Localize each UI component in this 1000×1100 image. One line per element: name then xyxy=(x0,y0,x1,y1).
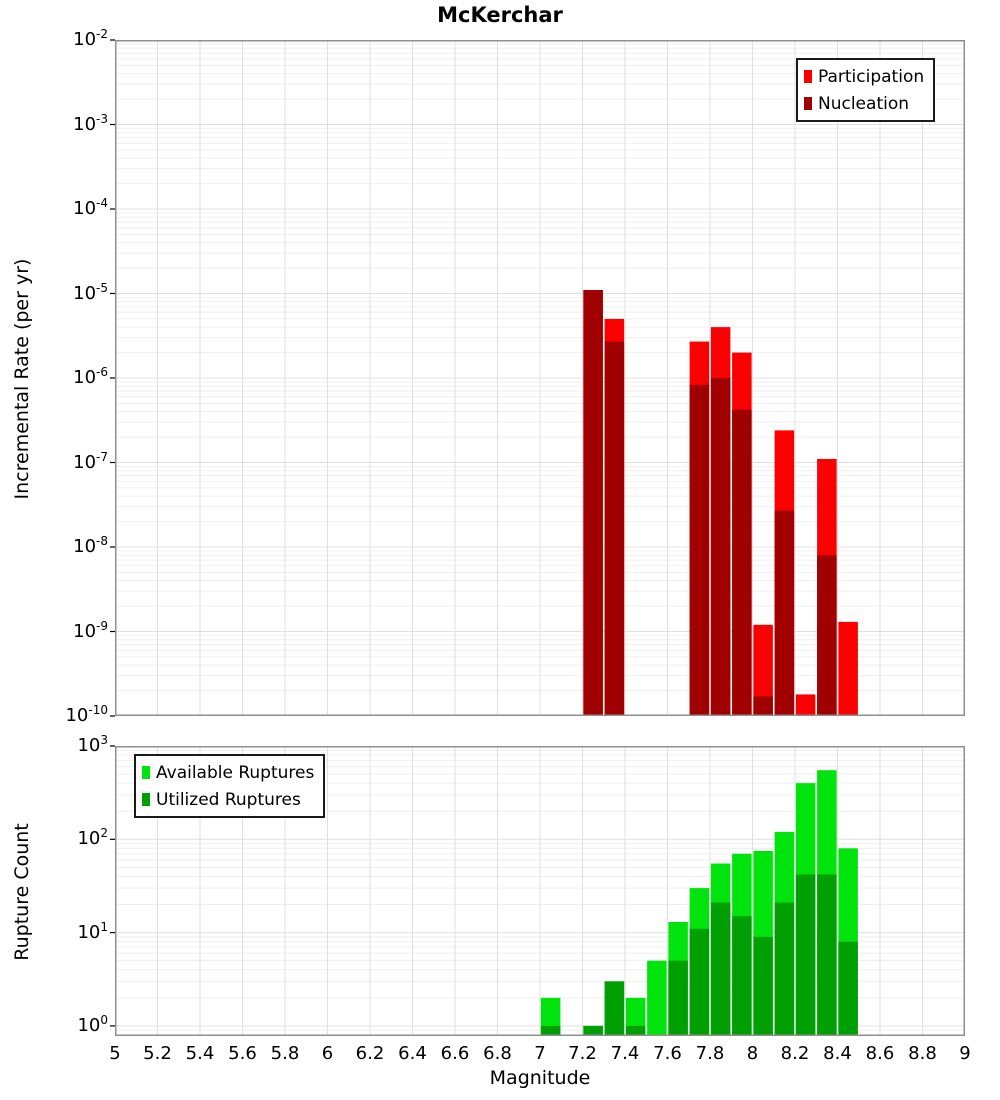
x-tick-label: 6.6 xyxy=(440,1043,470,1064)
bar-utilized-ruptures xyxy=(626,1026,646,1036)
bar-nucleation xyxy=(817,555,837,716)
y-tick-label: $10^{-7}$ xyxy=(73,449,108,473)
bar-nucleation xyxy=(605,342,625,716)
participation-color-chip xyxy=(804,70,812,83)
legend-item-available-ruptures xyxy=(142,759,314,786)
bar-utilized-ruptures xyxy=(753,937,773,1036)
legend-label-participation: Participation xyxy=(818,66,925,87)
bar-available-ruptures xyxy=(647,961,667,1036)
bar-utilized-ruptures xyxy=(605,981,625,1036)
x-tick-label: 5 xyxy=(109,1043,121,1064)
x-tick-label: 6.8 xyxy=(483,1043,512,1064)
x-tick-label: 7.8 xyxy=(695,1043,725,1064)
x-tick-label: 8.4 xyxy=(823,1043,852,1064)
bar-utilized-ruptures xyxy=(775,903,795,1036)
x-tick-label: 6 xyxy=(321,1043,334,1064)
y-tick-label: $10^{-4}$ xyxy=(73,196,108,219)
bar-utilized-ruptures xyxy=(690,929,710,1036)
x-tick-label: 7.4 xyxy=(610,1043,640,1064)
x-tick-label: 5.4 xyxy=(185,1043,215,1064)
bar-nucleation xyxy=(711,378,731,716)
top-y-axis-title: Incremental Rate (per yr) xyxy=(11,258,33,500)
bar-utilized-ruptures xyxy=(583,1026,603,1036)
bar-utilized-ruptures xyxy=(732,916,752,1036)
x-tick-label: 5.6 xyxy=(228,1043,257,1064)
x-tick-label: 7 xyxy=(534,1043,546,1064)
legend-item-utilized-ruptures xyxy=(142,786,314,813)
bar-nucleation xyxy=(775,511,795,716)
bar-utilized-ruptures xyxy=(668,961,688,1036)
bar-utilized-ruptures xyxy=(817,874,837,1036)
rate-legend xyxy=(796,58,935,122)
bar-utilized-ruptures xyxy=(838,942,858,1036)
bar-utilized-ruptures xyxy=(711,903,731,1036)
legend-label-available-ruptures: Available Ruptures xyxy=(156,762,315,783)
y-tick-label: $10^0$ xyxy=(77,1012,108,1036)
y-tick-label: $10^{-10}$ xyxy=(65,703,108,726)
y-tick-label: $10^{-6}$ xyxy=(73,365,108,388)
x-tick-label: 8 xyxy=(746,1043,759,1064)
x-tick-label: 8.6 xyxy=(865,1043,895,1064)
y-tick-label: $10^2$ xyxy=(77,826,108,850)
bar-nucleation xyxy=(690,385,710,716)
nucleation-color-chip xyxy=(804,97,812,110)
legend-label-utilized-ruptures: Utilized Ruptures xyxy=(156,789,301,810)
incremental-rate-panel xyxy=(115,40,965,716)
bar-participation xyxy=(838,622,858,716)
bottom-y-axis-title: Rupture Count xyxy=(11,823,33,961)
y-tick-label: $10^3$ xyxy=(77,733,108,756)
bar-participation xyxy=(796,694,816,716)
y-tick-label: $10^1$ xyxy=(77,919,108,943)
x-tick-label: 8.2 xyxy=(780,1043,810,1064)
y-tick-label: $10^{-3}$ xyxy=(73,111,108,135)
x-tick-label: 5.8 xyxy=(270,1043,300,1064)
y-tick-label: $10^{-2}$ xyxy=(73,27,108,50)
x-tick-label: 5.2 xyxy=(143,1043,172,1064)
bar-utilized-ruptures xyxy=(541,1026,561,1036)
x-tick-label: 6.2 xyxy=(355,1043,385,1064)
available-ruptures-color-chip xyxy=(142,766,150,779)
bar-utilized-ruptures xyxy=(796,874,816,1036)
bar-nucleation xyxy=(732,410,752,716)
x-tick-label: 6.4 xyxy=(398,1043,427,1064)
bar-nucleation xyxy=(753,697,773,716)
legend-item-nucleation xyxy=(804,90,924,117)
x-tick-label: 7.6 xyxy=(653,1043,682,1064)
y-tick-label: $10^{-5}$ xyxy=(73,280,108,304)
x-axis-title: Magnitude xyxy=(489,1067,591,1089)
y-tick-label: $10^{-9}$ xyxy=(73,618,108,642)
x-tick-label: 9 xyxy=(959,1043,971,1064)
count-legend xyxy=(134,754,325,818)
y-tick-label: $10^{-8}$ xyxy=(73,534,108,557)
utilized-ruptures-color-chip xyxy=(142,793,150,806)
legend-item-participation xyxy=(804,63,924,90)
bar-nucleation xyxy=(583,290,603,716)
chart-title: McKerchar xyxy=(437,3,563,27)
x-tick-label: 8.8 xyxy=(908,1043,937,1064)
x-tick-label: 7.2 xyxy=(568,1043,597,1064)
legend-label-nucleation: Nucleation xyxy=(818,93,910,114)
